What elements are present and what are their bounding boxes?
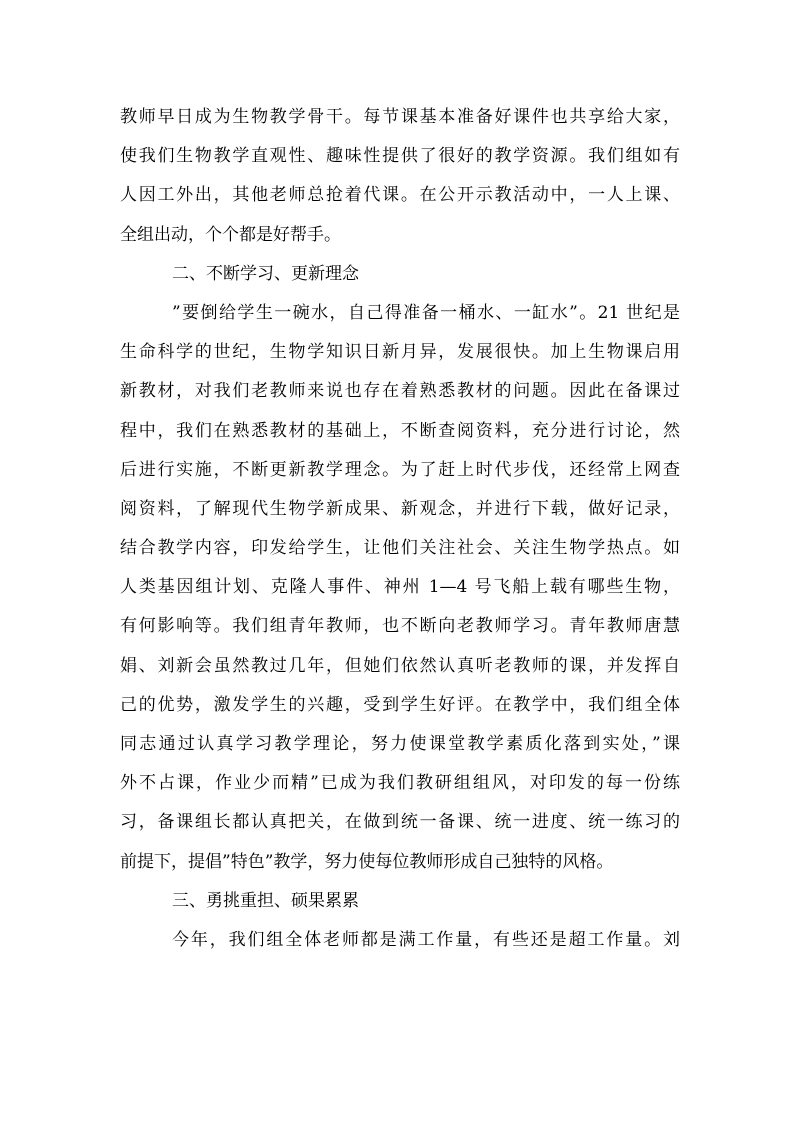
paragraph-line: 结合教学内容，印发给学生，让他们关注社会、关注生物学热点。如 <box>120 538 680 559</box>
paragraph-line: 外不占课，作业少而精”已成为我们教研组组风，对印发的每一份练 <box>120 773 680 794</box>
paragraph-line: 程中，我们在熟悉教材的基础上，不断查阅资料，充分进行讨论，然 <box>120 420 680 441</box>
paragraph-line: 全组出动，个个都是好帮手。 <box>120 224 341 245</box>
section-heading-2: 二、不断学习、更新理念 <box>172 263 359 284</box>
paragraph-line: 娟、刘新会虽然教过几年，但她们依然认真听老教师的课，并发挥自 <box>120 655 680 676</box>
paragraph-line: 人因工外出，其他老师总抢着代课。在公开示教活动中，一人上课、 <box>120 185 680 206</box>
paragraph-line: ”要倒给学生一碗水，自己得准备一桶水、一缸水”。21 世纪是 <box>172 302 680 323</box>
paragraph-line: 教师早日成为生物教学骨干。每节课基本准备好课件也共享给大家， <box>120 107 680 127</box>
paragraph-line: 前提下，提倡”特色”教学，努力使每位教师形成自己独特的风格。 <box>120 851 614 872</box>
document-body <box>120 98 680 960</box>
paragraph-1 <box>120 98 680 255</box>
section-heading-3: 三、勇挑重担、硕果累累 <box>172 890 359 911</box>
paragraph-3 <box>120 921 680 960</box>
paragraph-2 <box>120 294 680 882</box>
paragraph-line: 今年，我们组全体老师都是满工作量，有些还是超工作量。刘 <box>172 929 680 950</box>
paragraph-line: 生命科学的世纪，生物学知识日新月异，发展很快。加上生物课启用 <box>120 342 680 363</box>
paragraph-line: 阅资料，了解现代生物学新成果、新观念，并进行下载，做好记录， <box>120 498 680 519</box>
paragraph-line: 人类基因组计划、克隆人事件、神州 1—4 号飞船上载有哪些生物， <box>120 577 680 598</box>
paragraph-line: 有何影响等。我们组青年教师，也不断向老教师学习。青年教师唐慧 <box>120 616 680 637</box>
paragraph-line: 使我们生物教学直观性、趣味性提供了很好的教学资源。我们组如有 <box>120 146 680 167</box>
paragraph-line: 新教材，对我们老教师来说也存在着熟悉教材的问题。因此在备课过 <box>120 381 680 402</box>
paragraph-line: 己的优势，激发学生的兴趣，受到学生好评。在教学中，我们组全体 <box>120 694 680 715</box>
paragraph-line: 同志通过认真学习教学理论，努力使课堂教学素质化落到实处，”课 <box>120 734 680 754</box>
paragraph-line: 后进行实施，不断更新教学理念。为了赶上时代步伐，还经常上网查 <box>120 459 680 480</box>
paragraph-line: 习，备课组长都认真把关，在做到统一备课、统一进度、统一练习的 <box>120 812 680 833</box>
